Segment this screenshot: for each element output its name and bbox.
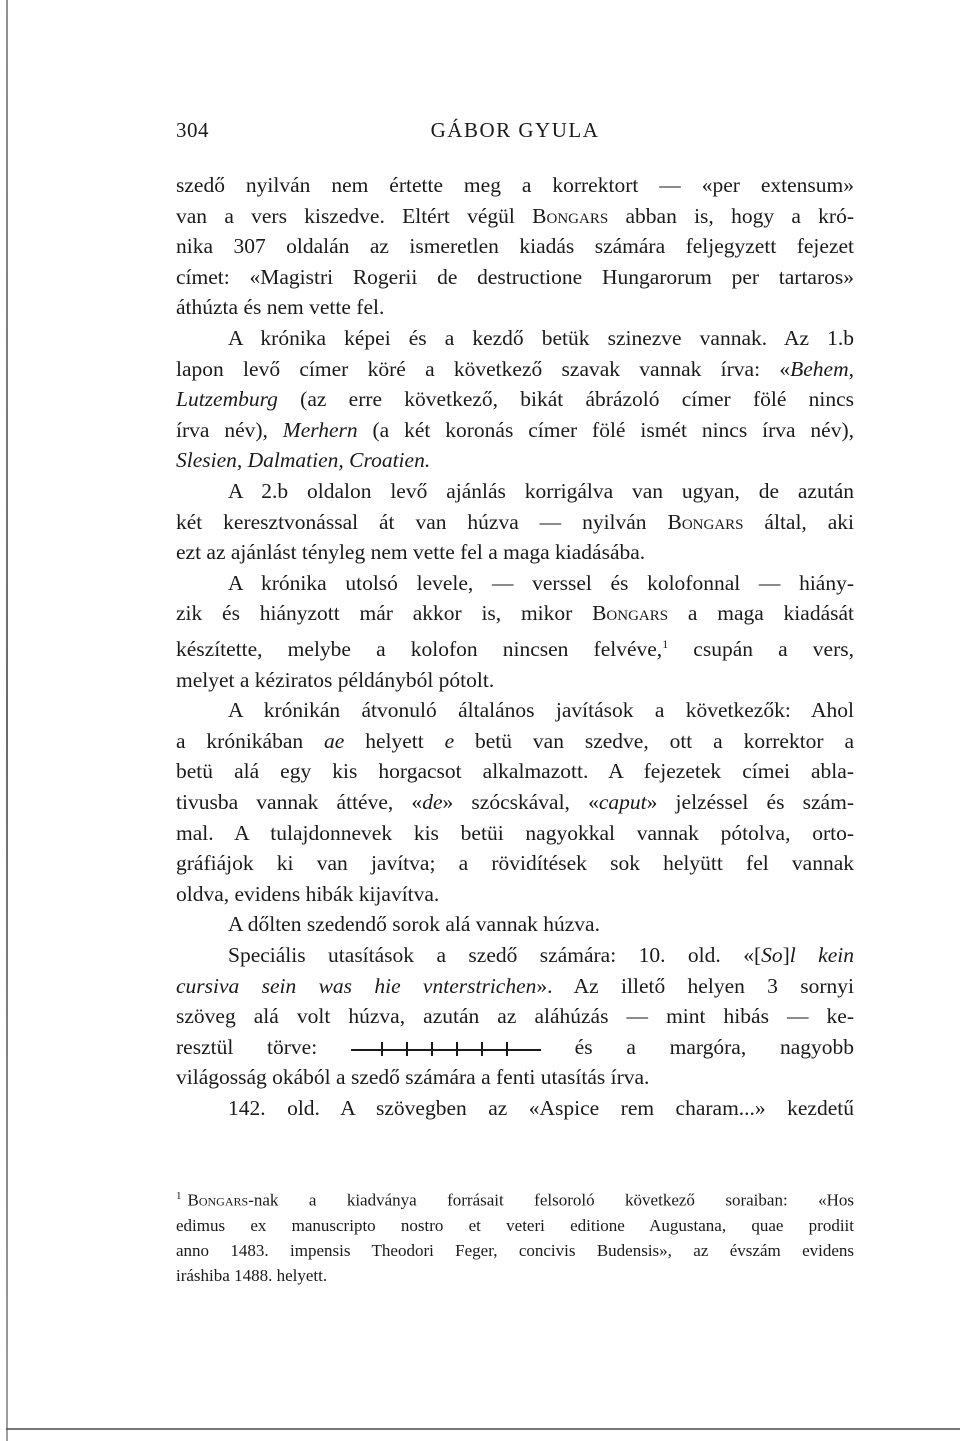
text-line: két keresztvonással át van húzva — nyilván Bongars által, aki — [176, 509, 854, 534]
scan-edge-left — [6, 0, 8, 1441]
struck-underline-figure — [351, 1042, 541, 1056]
author-name: Bongars — [532, 203, 609, 228]
footnote-line: iráshiba 1488. helyett. — [176, 1265, 328, 1285]
text-line: szedő nyilván nem értette meg a korrektort — «per extensum» — [176, 173, 854, 197]
footnote — [176, 1184, 854, 1288]
author-name: Bongars — [187, 1190, 249, 1210]
text-line: Lutzemburg (az erre következő, bikát ábrázoló címer fölé nincs — [176, 387, 854, 412]
text-line: Speciális utasítások a szedő számára: 10. old. «[So]l kein — [228, 943, 854, 967]
page-number: 304 — [176, 118, 209, 142]
footnote-line: anno 1483. impensis Theodori Feger, concivis Budensis», az évszám evidens — [176, 1240, 854, 1260]
text-line: áthúzta és nem vette fel. — [176, 295, 385, 320]
text-line: betü alá egy kis horgacsot alkalmazott. A fejezetek címei abla- — [176, 759, 854, 784]
footnote-line: $^1$ Bongars-nak a kiadványa forrásait felsoroló következő soraiban: «Hos — [176, 1190, 854, 1210]
text-line: mal. A tulajdonnevek kis betüi nagyokkal vannak pótolva, orto- — [176, 820, 854, 845]
body-text — [176, 170, 854, 1124]
text-line: írva név), Merhern (a két koronás címer fölé ismét nincs írva név), — [176, 417, 854, 442]
running-head: GÁBOR GYULA — [430, 118, 600, 142]
text-line: van a vers kiszedve. Eltért végül Bongars abban is, hogy a kró- — [176, 203, 854, 228]
text-line: ezt az ajánlást tényleg nem vette fel a maga kiadásába. — [176, 540, 646, 565]
text-line: cursiva sein was hie vnterstrichen». Az illető helyen 3 sornyi — [176, 973, 854, 998]
text-line: zik és hiányzott már akkor is, mikor Bongars a maga kiadását — [176, 601, 855, 626]
text-line: A 2.b oldalon levő ajánlás korrigálva van ugyan, de azután — [228, 478, 854, 503]
text-line: lapon levő címer köré a következő szavak vannak írva: «Behem, — [176, 356, 854, 381]
text-line: a krónikában ae helyett e betü van szedve, ott a korrektor a — [176, 728, 854, 753]
scan-edge-bottom — [6, 1428, 960, 1430]
text-line: 142. old. A szövegben az «Aspice rem charam...» kezdetű — [228, 1095, 854, 1120]
author-name: Bongars — [592, 601, 669, 626]
text-line: címet: «Magistri Rogerii de destructione Hungarorum per tartaros» — [176, 264, 854, 289]
text-line: A krónika képei és a kezdő betük szinezve vannak. Az 1.b — [228, 325, 854, 350]
text-line: készítette, melybe a kolofon nincsen felvéve,$^1$ csupán a vers, — [176, 636, 854, 662]
text-line: tivusba vannak áttéve, «de» szócskával, «caput» jelzéssel és szám- — [176, 790, 854, 815]
text-line: szöveg alá volt húzva, azután az aláhúzás — mint hibás — ke- — [176, 1004, 854, 1029]
text-line: A krónikán átvonuló általános javítások a következők: Ahol — [228, 698, 854, 723]
text-line: oldva, evidens hibák kijavítva. — [176, 881, 440, 906]
text-line: A dőlten szedendő sorok alá vannak húzva. — [228, 912, 600, 937]
text-line: gráfiájok ki van javítva; a rövidítések sok helyütt fel vannak — [176, 851, 854, 876]
text-line: A krónika utolsó levele, — verssel és kolofonnal — hiány- — [228, 570, 854, 595]
author-name: Bongars — [667, 509, 744, 534]
footnote-ref[interactable]: 1 — [662, 636, 669, 651]
text-line: nika 307 oldalán az ismeretlen kiadás számára feljegyzett fejezet — [176, 234, 854, 259]
text-line: világosság okából a szedő számára a fenti utasítás írva. — [176, 1065, 650, 1090]
text-line: resztül törve: és a margóra, nagyobb — [176, 1034, 854, 1059]
footnote-line: edimus ex manuscripto nostro et veteri editione Augustana, quae prodiit — [176, 1215, 854, 1235]
page-header — [176, 118, 854, 148]
text-line: Slesien, Dalmatien, Croatien. — [176, 448, 431, 473]
text-line: melyet a kéziratos példányból pótolt. — [176, 667, 495, 692]
footnote-mark: 1 — [176, 1190, 182, 1202]
